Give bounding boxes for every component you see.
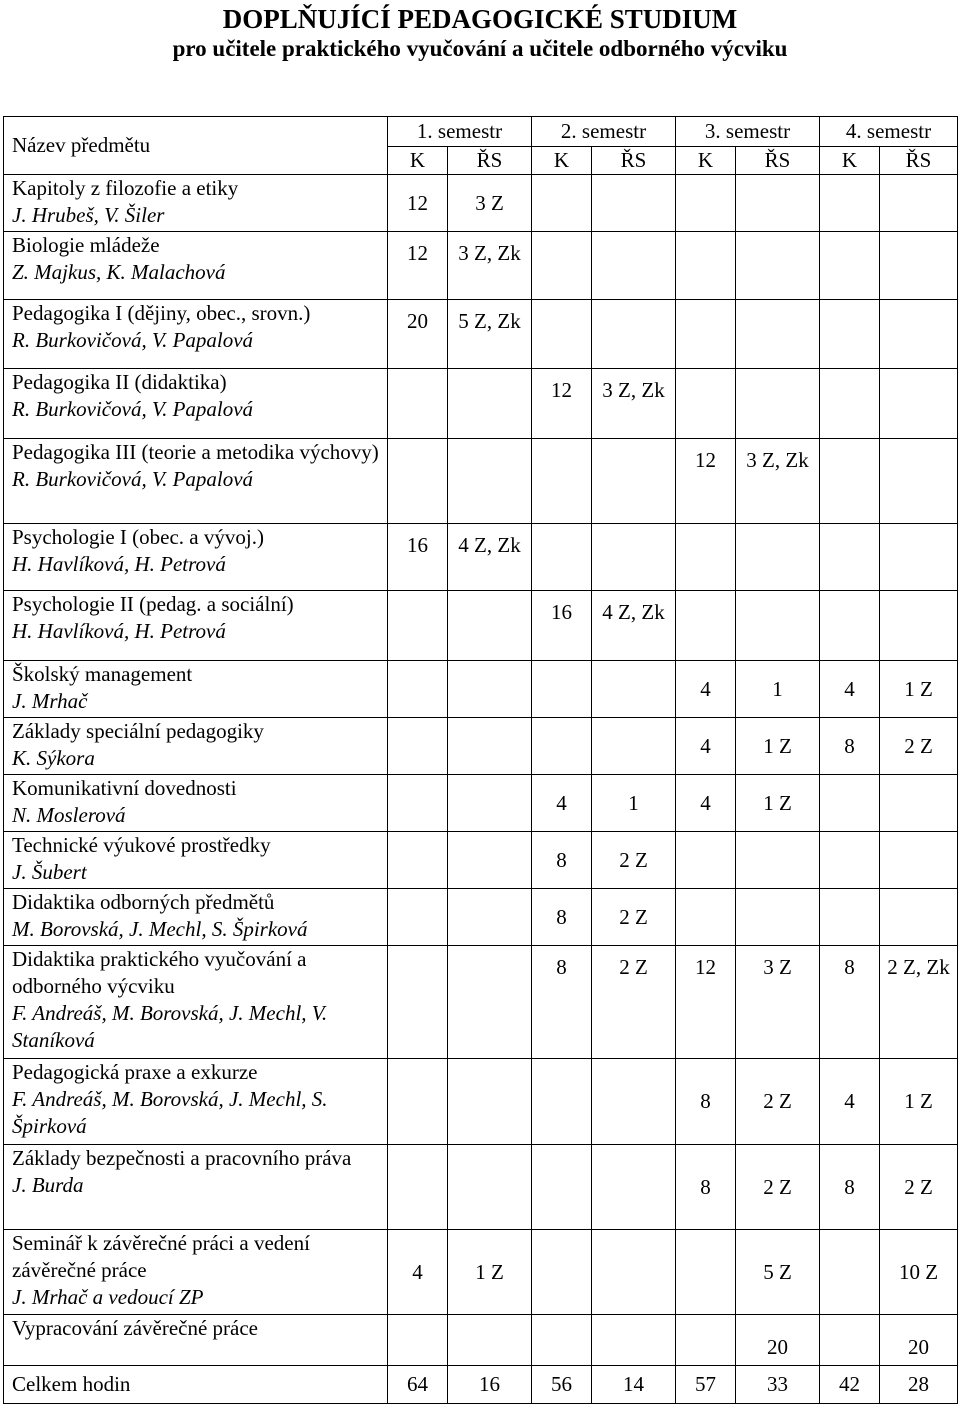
subject-cell bbox=[4, 889, 388, 946]
column-header-semester-1: 1. semestr bbox=[388, 117, 532, 147]
rs-hours-cell: 2 Z bbox=[736, 1059, 820, 1145]
subject-cell bbox=[4, 232, 388, 300]
subject-teacher: J. Šubert bbox=[12, 860, 87, 884]
k-hours-cell bbox=[676, 832, 736, 889]
rs-hours-cell bbox=[736, 832, 820, 889]
k-hours-cell bbox=[532, 232, 592, 300]
table-row bbox=[4, 946, 958, 1059]
total-value: 28 bbox=[880, 1366, 958, 1404]
table-row bbox=[4, 661, 958, 718]
column-header-semester-2: 2. semestr bbox=[532, 117, 676, 147]
subject-name: Komunikativní dovednosti bbox=[12, 776, 237, 800]
subheader-k: K bbox=[676, 147, 736, 175]
subject-teacher: J. Burda bbox=[12, 1173, 84, 1197]
k-hours-cell: 4 bbox=[388, 1230, 448, 1315]
rs-hours-cell: 3 Z, Zk bbox=[448, 232, 532, 300]
subheader-k: K bbox=[820, 147, 880, 175]
k-hours-cell: 16 bbox=[532, 591, 592, 661]
rs-hours-cell bbox=[592, 175, 676, 232]
rs-hours-cell bbox=[880, 175, 958, 232]
rs-hours-cell bbox=[448, 1145, 532, 1230]
rs-hours-cell: 1 Z bbox=[736, 775, 820, 832]
subject-name: Seminář k závěrečné práci a vedení závěrečné práce bbox=[12, 1231, 310, 1282]
subject-teacher: H. Havlíková, H. Petrová bbox=[12, 552, 226, 576]
rs-hours-cell bbox=[592, 524, 676, 591]
rs-hours-cell bbox=[880, 232, 958, 300]
k-hours-cell bbox=[676, 300, 736, 369]
rs-hours-cell bbox=[448, 832, 532, 889]
rs-hours-cell bbox=[880, 300, 958, 369]
total-value: 64 bbox=[388, 1366, 448, 1404]
table-row bbox=[4, 369, 958, 439]
rs-hours-cell bbox=[448, 889, 532, 946]
k-hours-cell: 12 bbox=[676, 946, 736, 1059]
k-hours-cell: 4 bbox=[676, 718, 736, 775]
rs-hours-cell bbox=[880, 524, 958, 591]
k-hours-cell bbox=[388, 718, 448, 775]
rs-hours-cell: 1 bbox=[736, 661, 820, 718]
k-hours-cell bbox=[676, 524, 736, 591]
rs-hours-cell: 1 Z bbox=[448, 1230, 532, 1315]
table-row bbox=[4, 591, 958, 661]
table-row bbox=[4, 1315, 958, 1366]
subject-name: Základy speciální pedagogiky bbox=[12, 719, 264, 743]
rs-hours-cell bbox=[448, 439, 532, 524]
rs-hours-cell bbox=[592, 1230, 676, 1315]
total-value: 16 bbox=[448, 1366, 532, 1404]
table-row bbox=[4, 300, 958, 369]
subject-teacher: M. Borovská, J. Mechl, S. Špirková bbox=[12, 917, 308, 941]
k-hours-cell bbox=[676, 175, 736, 232]
column-header-name: Název předmětu bbox=[4, 117, 388, 175]
subheader-rs: ŘS bbox=[736, 147, 820, 175]
subject-teacher: J. Mrhač a vedoucí ZP bbox=[12, 1285, 204, 1309]
k-hours-cell bbox=[820, 439, 880, 524]
k-hours-cell: 4 bbox=[532, 775, 592, 832]
subject-name: Školský management bbox=[12, 662, 193, 686]
k-hours-cell bbox=[820, 1230, 880, 1315]
k-hours-cell bbox=[388, 1145, 448, 1230]
subject-cell bbox=[4, 1315, 388, 1366]
k-hours-cell bbox=[532, 524, 592, 591]
subject-cell bbox=[4, 661, 388, 718]
subheader-k: K bbox=[532, 147, 592, 175]
subject-cell bbox=[4, 1230, 388, 1315]
subject-cell bbox=[4, 1059, 388, 1145]
rs-hours-cell bbox=[592, 661, 676, 718]
k-hours-cell bbox=[820, 889, 880, 946]
k-hours-cell: 20 bbox=[388, 300, 448, 369]
k-hours-cell: 4 bbox=[820, 661, 880, 718]
page-title: DOPLŇUJÍCÍ PEDAGOGICKÉ STUDIUM bbox=[222, 4, 738, 34]
rs-hours-cell: 3 Z bbox=[736, 946, 820, 1059]
rs-hours-cell: 4 Z, Zk bbox=[448, 524, 532, 591]
subject-name: Pedagogická praxe a exkurze bbox=[12, 1060, 258, 1084]
k-hours-cell: 12 bbox=[676, 439, 736, 524]
k-hours-cell bbox=[532, 439, 592, 524]
subject-teacher: H. Havlíková, H. Petrová bbox=[12, 619, 226, 643]
table-row bbox=[4, 524, 958, 591]
k-hours-cell bbox=[532, 1059, 592, 1145]
curriculum-table bbox=[3, 116, 958, 1404]
k-hours-cell: 4 bbox=[820, 1059, 880, 1145]
subject-name: Kapitoly z filozofie a etiky bbox=[12, 176, 239, 200]
total-value: 56 bbox=[532, 1366, 592, 1404]
k-hours-cell bbox=[388, 946, 448, 1059]
k-hours-cell bbox=[532, 1145, 592, 1230]
rs-hours-cell bbox=[592, 300, 676, 369]
rs-hours-cell bbox=[448, 591, 532, 661]
k-hours-cell bbox=[388, 832, 448, 889]
k-hours-cell bbox=[388, 439, 448, 524]
subject-teacher: Z. Majkus, K. Malachová bbox=[12, 260, 226, 284]
k-hours-cell bbox=[676, 1315, 736, 1366]
k-hours-cell bbox=[820, 300, 880, 369]
subject-name: Pedagogika III (teorie a metodika výchovy) bbox=[12, 440, 379, 464]
rs-hours-cell bbox=[736, 232, 820, 300]
rs-hours-cell bbox=[592, 1059, 676, 1145]
k-hours-cell: 8 bbox=[676, 1059, 736, 1145]
k-hours-cell: 8 bbox=[532, 946, 592, 1059]
subheader-rs: ŘS bbox=[448, 147, 532, 175]
k-hours-cell: 4 bbox=[676, 661, 736, 718]
rs-hours-cell bbox=[736, 369, 820, 439]
subject-name: Didaktika praktického vyučování a odborného výcviku bbox=[12, 947, 307, 998]
k-hours-cell bbox=[676, 591, 736, 661]
subject-name: Biologie mládeže bbox=[12, 233, 160, 257]
k-hours-cell bbox=[676, 1230, 736, 1315]
k-hours-cell bbox=[820, 591, 880, 661]
subject-teacher: R. Burkovičová, V. Papalová bbox=[12, 467, 254, 491]
total-row bbox=[4, 1366, 958, 1404]
table-row bbox=[4, 889, 958, 946]
k-hours-cell: 16 bbox=[388, 524, 448, 591]
total-value: 14 bbox=[592, 1366, 676, 1404]
k-hours-cell: 4 bbox=[676, 775, 736, 832]
subject-cell bbox=[4, 832, 388, 889]
k-hours-cell bbox=[676, 232, 736, 300]
rs-hours-cell: 2 Z bbox=[880, 718, 958, 775]
rs-hours-cell bbox=[448, 1059, 532, 1145]
table-row bbox=[4, 718, 958, 775]
rs-hours-cell bbox=[592, 718, 676, 775]
rs-hours-cell bbox=[736, 300, 820, 369]
rs-hours-cell: 4 Z, Zk bbox=[592, 591, 676, 661]
rs-hours-cell bbox=[592, 232, 676, 300]
k-hours-cell bbox=[532, 1230, 592, 1315]
rs-hours-cell: 3 Z bbox=[448, 175, 532, 232]
total-value: 57 bbox=[676, 1366, 736, 1404]
subject-teacher: R. Burkovičová, V. Papalová bbox=[12, 328, 254, 352]
rs-hours-cell: 2 Z bbox=[880, 1145, 958, 1230]
rs-hours-cell: 2 Z bbox=[592, 832, 676, 889]
subject-cell bbox=[4, 946, 388, 1059]
k-hours-cell: 8 bbox=[820, 1145, 880, 1230]
subject-teacher: R. Burkovičová, V. Papalová bbox=[12, 397, 254, 421]
k-hours-cell bbox=[388, 889, 448, 946]
k-hours-cell bbox=[388, 1059, 448, 1145]
rs-hours-cell: 3 Z, Zk bbox=[736, 439, 820, 524]
k-hours-cell: 8 bbox=[820, 946, 880, 1059]
rs-hours-cell bbox=[592, 1145, 676, 1230]
rs-hours-cell: 3 Z, Zk bbox=[592, 369, 676, 439]
rs-hours-cell bbox=[592, 1315, 676, 1366]
k-hours-cell bbox=[532, 661, 592, 718]
rs-hours-cell bbox=[880, 889, 958, 946]
k-hours-cell bbox=[532, 718, 592, 775]
subject-cell bbox=[4, 1145, 388, 1230]
table-row bbox=[4, 175, 958, 232]
subject-name: Vypracování závěrečné práce bbox=[12, 1316, 259, 1340]
k-hours-cell bbox=[820, 175, 880, 232]
subject-name: Didaktika odborných předmětů bbox=[12, 890, 275, 914]
subject-cell bbox=[4, 718, 388, 775]
rs-hours-cell bbox=[448, 1315, 532, 1366]
rs-hours-cell bbox=[736, 175, 820, 232]
k-hours-cell bbox=[820, 1315, 880, 1366]
total-label: Celkem hodin bbox=[4, 1366, 388, 1404]
rs-hours-cell: 20 bbox=[880, 1315, 958, 1366]
k-hours-cell bbox=[388, 775, 448, 832]
k-hours-cell bbox=[676, 369, 736, 439]
rs-hours-cell bbox=[448, 946, 532, 1059]
subject-name: Psychologie I (obec. a vývoj.) bbox=[12, 525, 264, 549]
k-hours-cell bbox=[388, 1315, 448, 1366]
k-hours-cell bbox=[820, 232, 880, 300]
subject-teacher: N. Moslerová bbox=[12, 803, 126, 827]
table-row bbox=[4, 1230, 958, 1315]
rs-hours-cell: 1 Z bbox=[880, 661, 958, 718]
rs-hours-cell bbox=[880, 439, 958, 524]
rs-hours-cell bbox=[736, 524, 820, 591]
k-hours-cell bbox=[388, 661, 448, 718]
k-hours-cell bbox=[388, 369, 448, 439]
column-header-semester-3: 3. semestr bbox=[676, 117, 820, 147]
rs-hours-cell: 1 Z bbox=[736, 718, 820, 775]
subject-cell bbox=[4, 300, 388, 369]
rs-hours-cell bbox=[880, 832, 958, 889]
k-hours-cell bbox=[820, 524, 880, 591]
rs-hours-cell: 5 Z bbox=[736, 1230, 820, 1315]
k-hours-cell bbox=[532, 1315, 592, 1366]
subject-cell bbox=[4, 591, 388, 661]
rs-hours-cell: 2 Z bbox=[736, 1145, 820, 1230]
total-value: 42 bbox=[820, 1366, 880, 1404]
k-hours-cell bbox=[820, 775, 880, 832]
rs-hours-cell: 1 Z bbox=[880, 1059, 958, 1145]
column-header-semester-4: 4. semestr bbox=[820, 117, 958, 147]
k-hours-cell: 12 bbox=[388, 232, 448, 300]
k-hours-cell: 8 bbox=[532, 832, 592, 889]
rs-hours-cell bbox=[880, 775, 958, 832]
rs-hours-cell bbox=[448, 369, 532, 439]
rs-hours-cell: 5 Z, Zk bbox=[448, 300, 532, 369]
k-hours-cell bbox=[532, 175, 592, 232]
table-row bbox=[4, 832, 958, 889]
subject-teacher: F. Andreáš, M. Borovská, J. Mechl, V. Staníková bbox=[12, 1001, 328, 1052]
rs-hours-cell: 20 bbox=[736, 1315, 820, 1366]
subheader-rs: ŘS bbox=[880, 147, 958, 175]
k-hours-cell bbox=[820, 832, 880, 889]
subheader-k: K bbox=[388, 147, 448, 175]
rs-hours-cell bbox=[592, 439, 676, 524]
subject-teacher: F. Andreáš, M. Borovská, J. Mechl, S. Špirková bbox=[12, 1087, 328, 1138]
subject-cell bbox=[4, 439, 388, 524]
table-row bbox=[4, 775, 958, 832]
k-hours-cell: 8 bbox=[820, 718, 880, 775]
k-hours-cell bbox=[676, 889, 736, 946]
subject-name: Základy bezpečnosti a pracovního práva bbox=[12, 1146, 352, 1170]
subject-cell bbox=[4, 175, 388, 232]
rs-hours-cell: 2 Z, Zk bbox=[880, 946, 958, 1059]
page-subtitle: pro učitele praktického vyučování a učitele odborného výcviku bbox=[172, 36, 788, 61]
subject-cell bbox=[4, 369, 388, 439]
rs-hours-cell bbox=[880, 591, 958, 661]
k-hours-cell: 8 bbox=[532, 889, 592, 946]
rs-hours-cell bbox=[448, 718, 532, 775]
k-hours-cell bbox=[532, 300, 592, 369]
rs-hours-cell bbox=[736, 591, 820, 661]
k-hours-cell: 8 bbox=[676, 1145, 736, 1230]
k-hours-cell bbox=[820, 369, 880, 439]
subject-name: Psychologie II (pedag. a sociální) bbox=[12, 592, 294, 616]
table-row bbox=[4, 439, 958, 524]
subject-name: Technické výukové prostředky bbox=[12, 833, 271, 857]
rs-hours-cell: 10 Z bbox=[880, 1230, 958, 1315]
rs-hours-cell bbox=[736, 889, 820, 946]
rs-hours-cell: 1 bbox=[592, 775, 676, 832]
table-row bbox=[4, 1145, 958, 1230]
table-row bbox=[4, 232, 958, 300]
subject-cell bbox=[4, 524, 388, 591]
k-hours-cell: 12 bbox=[388, 175, 448, 232]
rs-hours-cell bbox=[448, 775, 532, 832]
subject-cell bbox=[4, 775, 388, 832]
rs-hours-cell bbox=[880, 369, 958, 439]
rs-hours-cell bbox=[448, 661, 532, 718]
k-hours-cell bbox=[388, 591, 448, 661]
total-value: 33 bbox=[736, 1366, 820, 1404]
subject-name: Pedagogika I (dějiny, obec., srovn.) bbox=[12, 301, 311, 325]
rs-hours-cell: 2 Z bbox=[592, 946, 676, 1059]
subject-teacher: J. Mrhač bbox=[12, 689, 88, 713]
table-row bbox=[4, 1059, 958, 1145]
k-hours-cell: 12 bbox=[532, 369, 592, 439]
rs-hours-cell: 2 Z bbox=[592, 889, 676, 946]
subject-teacher: J. Hrubeš, V. Šiler bbox=[12, 203, 165, 227]
subject-name: Pedagogika II (didaktika) bbox=[12, 370, 227, 394]
subject-teacher: K. Sýkora bbox=[12, 746, 95, 770]
subheader-rs: ŘS bbox=[592, 147, 676, 175]
